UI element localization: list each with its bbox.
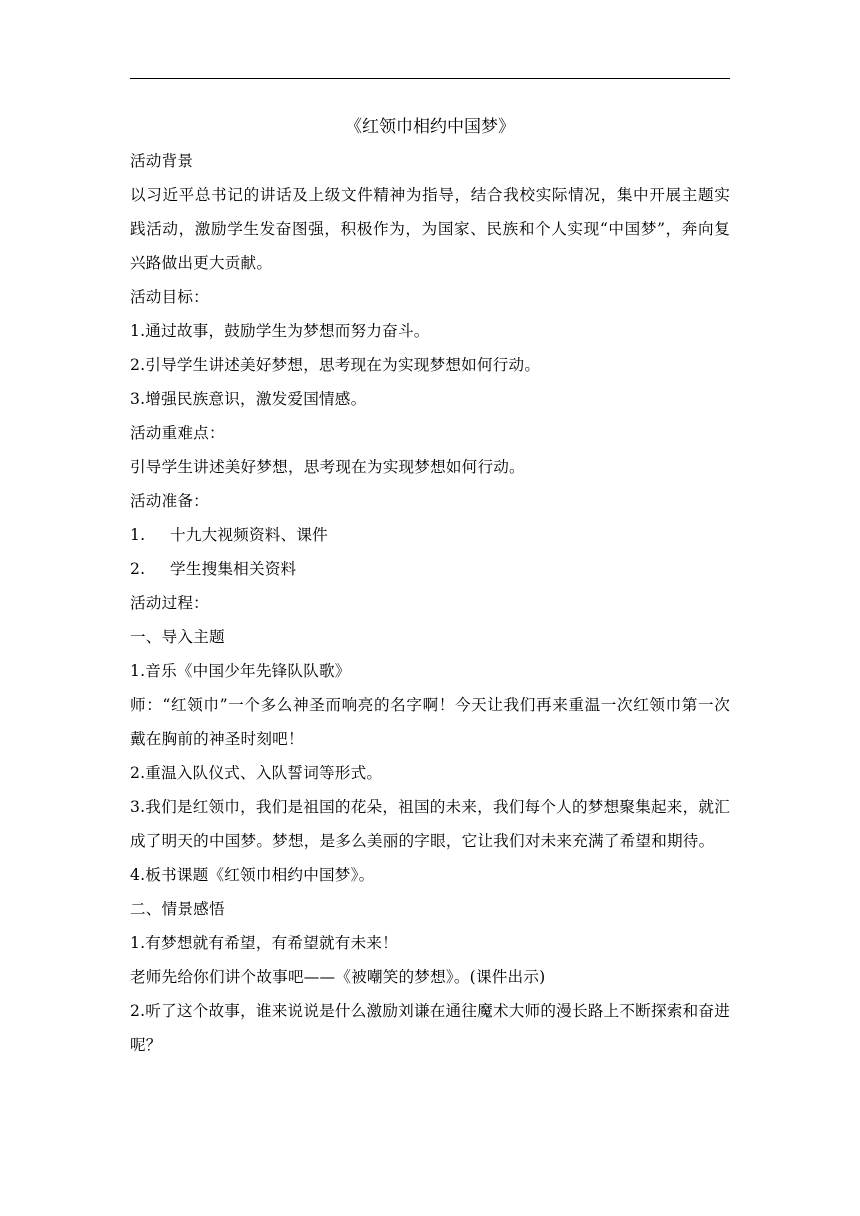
paragraph: 2.重温入队仪式、入队誓词等形式。: [130, 764, 383, 782]
paragraph: 活动目标：: [130, 288, 209, 306]
paragraph: 3.增强民族意识，激发爱国情感。: [130, 390, 367, 408]
paragraph: 引导学生讲述美好梦想，思考现在为实现梦想如何行动。: [130, 458, 525, 476]
header-rule: [130, 78, 730, 79]
paragraph: 活动重难点：: [130, 424, 225, 442]
paragraph: 老师先给你们讲个故事吧——《被嘲笑的梦想》。(课件出示): [130, 968, 546, 986]
paragraph: 1.音乐《中国少年先锋队队歌》: [130, 662, 351, 680]
paragraph: 1.通过故事，鼓励学生为梦想而努力奋斗。: [130, 322, 430, 340]
paragraph: 2.引导学生讲述美好梦想，思考现在为实现梦想如何行动。: [130, 356, 541, 374]
paragraph: 以习近平总书记的讲话及上级文件精神为指导，结合我校实际情况，集中开展主题实践活动，激励学生发奋图强，积极作为，为国家、民族和个人实现“中国梦”，奔向复兴路做出更大贡献。: [130, 186, 730, 272]
prep-list-item: [130, 518, 730, 552]
paragraph: 活动过程：: [130, 594, 209, 612]
section-heading: 一、导入主题: [130, 628, 225, 646]
document-body: [130, 110, 730, 1062]
paragraph: 活动背景: [130, 152, 194, 170]
paragraph: 3.我们是红领巾，我们是祖国的花朵，祖国的未来，我们每个人的梦想聚集起来，就汇成了明天的中国梦。梦想，是多么美丽的字眼，它让我们对未来充满了希望和期待。: [130, 798, 730, 850]
document-title: 《红领巾相约中国梦》: [345, 117, 515, 137]
prep-list-item: [130, 552, 730, 586]
paragraph: 1.有梦想就有希望，有希望就有未来！: [130, 934, 398, 952]
list-text: 十九大视频资料、课件: [170, 526, 328, 544]
list-number: 2.: [130, 560, 146, 578]
paragraph: 4.板书课题《红领巾相约中国梦》。: [130, 866, 375, 884]
section-heading: 二、情景感悟: [130, 900, 225, 918]
list-number: 1.: [130, 526, 146, 544]
list-text: 学生搜集相关资料: [170, 560, 297, 578]
paragraph: 活动准备：: [130, 492, 209, 510]
paragraph: 师：“红领巾”一个多么神圣而响亮的名字啊！今天让我们再来重温一次红领巾第一次戴在胸前的神圣时刻吧！: [130, 696, 730, 748]
paragraph: 2.听了这个故事，谁来说说是什么激励刘谦在通往魔术大师的漫长路上不断探索和奋进呢？: [130, 1002, 730, 1054]
